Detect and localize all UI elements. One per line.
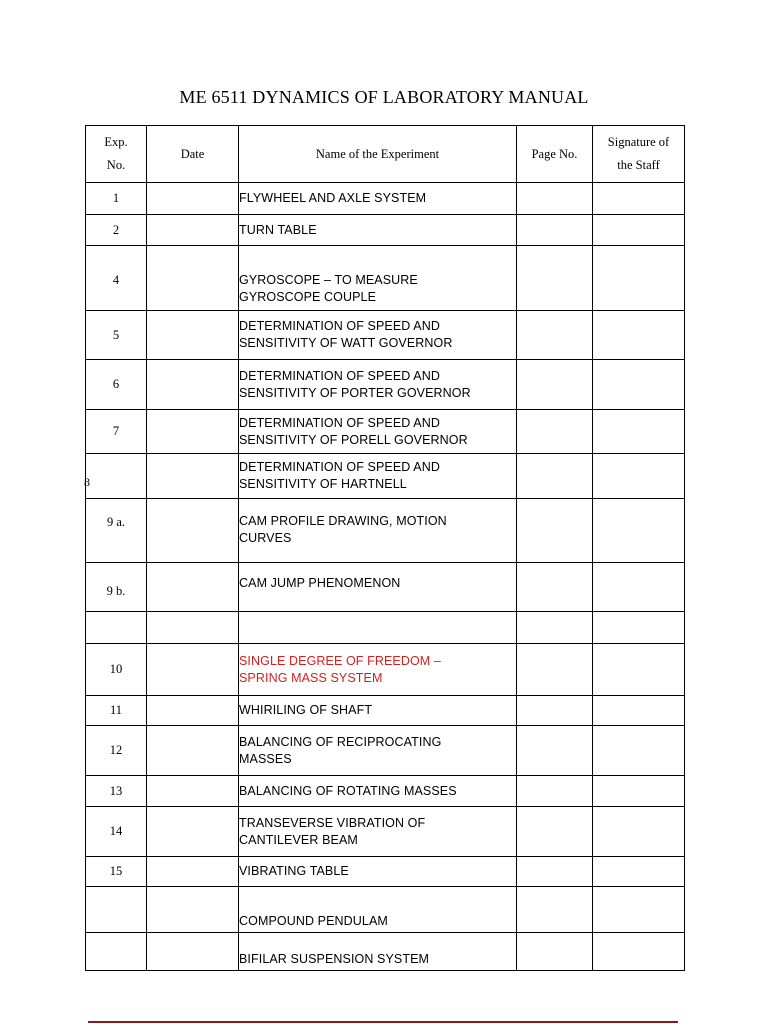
exp-no: 7: [86, 410, 147, 454]
date-cell: [147, 454, 239, 499]
exp-no: [86, 933, 147, 971]
header-signature: Signature of the Staff: [593, 126, 685, 183]
date-cell: [147, 726, 239, 776]
page-no-cell: [517, 612, 593, 644]
date-cell: [147, 807, 239, 857]
date-cell: [147, 183, 239, 215]
header-exp-no: Exp. No.: [86, 126, 147, 183]
signature-cell: [593, 499, 685, 563]
table-row: [86, 612, 685, 644]
exp-no: 9 a.: [86, 499, 147, 563]
page-no-cell: [517, 563, 593, 612]
exp-no: 12: [86, 726, 147, 776]
page-no-cell: [517, 857, 593, 887]
table-row: [86, 776, 685, 807]
signature-cell: [593, 807, 685, 857]
table-row: [86, 410, 685, 454]
table-row: [86, 807, 685, 857]
experiment-name: BIFILAR SUSPENSION SYSTEM: [239, 933, 517, 971]
experiment-name: DETERMINATION OF SPEED AND SENSITIVITY OF HARTNELL: [239, 454, 517, 499]
page-no-cell: [517, 499, 593, 563]
page-no-cell: [517, 933, 593, 971]
page-no-cell: [517, 360, 593, 410]
experiment-table: [85, 125, 685, 971]
page-no-cell: [517, 311, 593, 360]
date-cell: [147, 563, 239, 612]
experiment-name: DETERMINATION OF SPEED AND SENSITIVITY OF PORELL GOVERNOR: [239, 410, 517, 454]
signature-cell: [593, 360, 685, 410]
date-cell: [147, 215, 239, 246]
experiment-name: TURN TABLE: [239, 215, 517, 246]
table-row: [86, 215, 685, 246]
signature-cell: [593, 183, 685, 215]
table-row: [86, 246, 685, 311]
signature-cell: [593, 215, 685, 246]
page-no-cell: [517, 246, 593, 311]
signature-cell: [593, 696, 685, 726]
signature-cell: [593, 887, 685, 933]
date-cell: [147, 410, 239, 454]
date-cell: [147, 311, 239, 360]
experiment-name: WHIRILING OF SHAFT: [239, 696, 517, 726]
experiment-name: CAM JUMP PHENOMENON: [239, 563, 517, 612]
table-row: [86, 183, 685, 215]
page-no-cell: [517, 644, 593, 696]
signature-cell: [593, 454, 685, 499]
exp-no: 11: [86, 696, 147, 726]
page-no-cell: [517, 887, 593, 933]
table-row: [86, 696, 685, 726]
signature-cell: [593, 311, 685, 360]
date-cell: [147, 776, 239, 807]
date-cell: [147, 857, 239, 887]
date-cell: [147, 246, 239, 311]
signature-cell: [593, 246, 685, 311]
signature-cell: [593, 410, 685, 454]
page-no-cell: [517, 776, 593, 807]
page-no-cell: [517, 410, 593, 454]
experiment-name: SINGLE DEGREE OF FREEDOM – SPRING MASS SYSTEM: [239, 644, 517, 696]
table-row: [86, 454, 685, 499]
exp-no: 6: [86, 360, 147, 410]
footer-rule: [88, 1021, 678, 1023]
table-row: [86, 887, 685, 933]
exp-no: [86, 454, 147, 499]
header-page-no: Page No.: [517, 126, 593, 183]
date-cell: [147, 644, 239, 696]
date-cell: [147, 933, 239, 971]
header-date: Date: [147, 126, 239, 183]
experiment-name: COMPOUND PENDULAM: [239, 887, 517, 933]
date-cell: [147, 499, 239, 563]
page-no-cell: [517, 696, 593, 726]
experiment-name: DETERMINATION OF SPEED AND SENSITIVITY OF PORTER GOVERNOR: [239, 360, 517, 410]
exp-no: 14: [86, 807, 147, 857]
signature-cell: [593, 776, 685, 807]
page-no-cell: [517, 183, 593, 215]
experiment-name: GYROSCOPE – TO MEASURE GYROSCOPE COUPLE: [239, 246, 517, 311]
experiment-name: TRANSEVERSE VIBRATION OF CANTILEVER BEAM: [239, 807, 517, 857]
date-cell: [147, 612, 239, 644]
exp-no: 5: [86, 311, 147, 360]
page-no-cell: [517, 807, 593, 857]
table-row: [86, 726, 685, 776]
exp-no: [86, 887, 147, 933]
exp-no: 13: [86, 776, 147, 807]
signature-cell: [593, 857, 685, 887]
date-cell: [147, 360, 239, 410]
page-no-cell: [517, 454, 593, 499]
exp-no: 1: [86, 183, 147, 215]
header-name: Name of the Experiment: [239, 126, 517, 183]
table-row: [86, 857, 685, 887]
exp-no: 2: [86, 215, 147, 246]
experiment-name: FLYWHEEL AND AXLE SYSTEM: [239, 183, 517, 215]
signature-cell: [593, 726, 685, 776]
exp-no: 15: [86, 857, 147, 887]
table-row: [86, 563, 685, 612]
signature-cell: [593, 563, 685, 612]
table-row: [86, 311, 685, 360]
table-row: [86, 360, 685, 410]
experiment-name: VIBRATING TABLE: [239, 857, 517, 887]
experiment-name: BALANCING OF RECIPROCATING MASSES: [239, 726, 517, 776]
experiment-name: CAM PROFILE DRAWING, MOTION CURVES: [239, 499, 517, 563]
header-row: [86, 126, 685, 183]
exp-no: 4: [86, 246, 147, 311]
experiment-name: DETERMINATION OF SPEED AND SENSITIVITY OF WATT GOVERNOR: [239, 311, 517, 360]
page-no-cell: [517, 726, 593, 776]
stray-row-number: 8: [84, 475, 90, 489]
table-row: [86, 499, 685, 563]
signature-cell: [593, 933, 685, 971]
page-no-cell: [517, 215, 593, 246]
experiment-name: [239, 612, 517, 644]
exp-no: 9 b.: [86, 563, 147, 612]
signature-cell: [593, 644, 685, 696]
experiment-name: BALANCING OF ROTATING MASSES: [239, 776, 517, 807]
table-row: [86, 933, 685, 971]
date-cell: [147, 696, 239, 726]
date-cell: [147, 887, 239, 933]
page-title: ME 6511 DYNAMICS OF LABORATORY MANUAL: [179, 87, 589, 107]
table-row: [86, 644, 685, 696]
signature-cell: [593, 612, 685, 644]
exp-no: 10: [86, 644, 147, 696]
exp-no: [86, 612, 147, 644]
